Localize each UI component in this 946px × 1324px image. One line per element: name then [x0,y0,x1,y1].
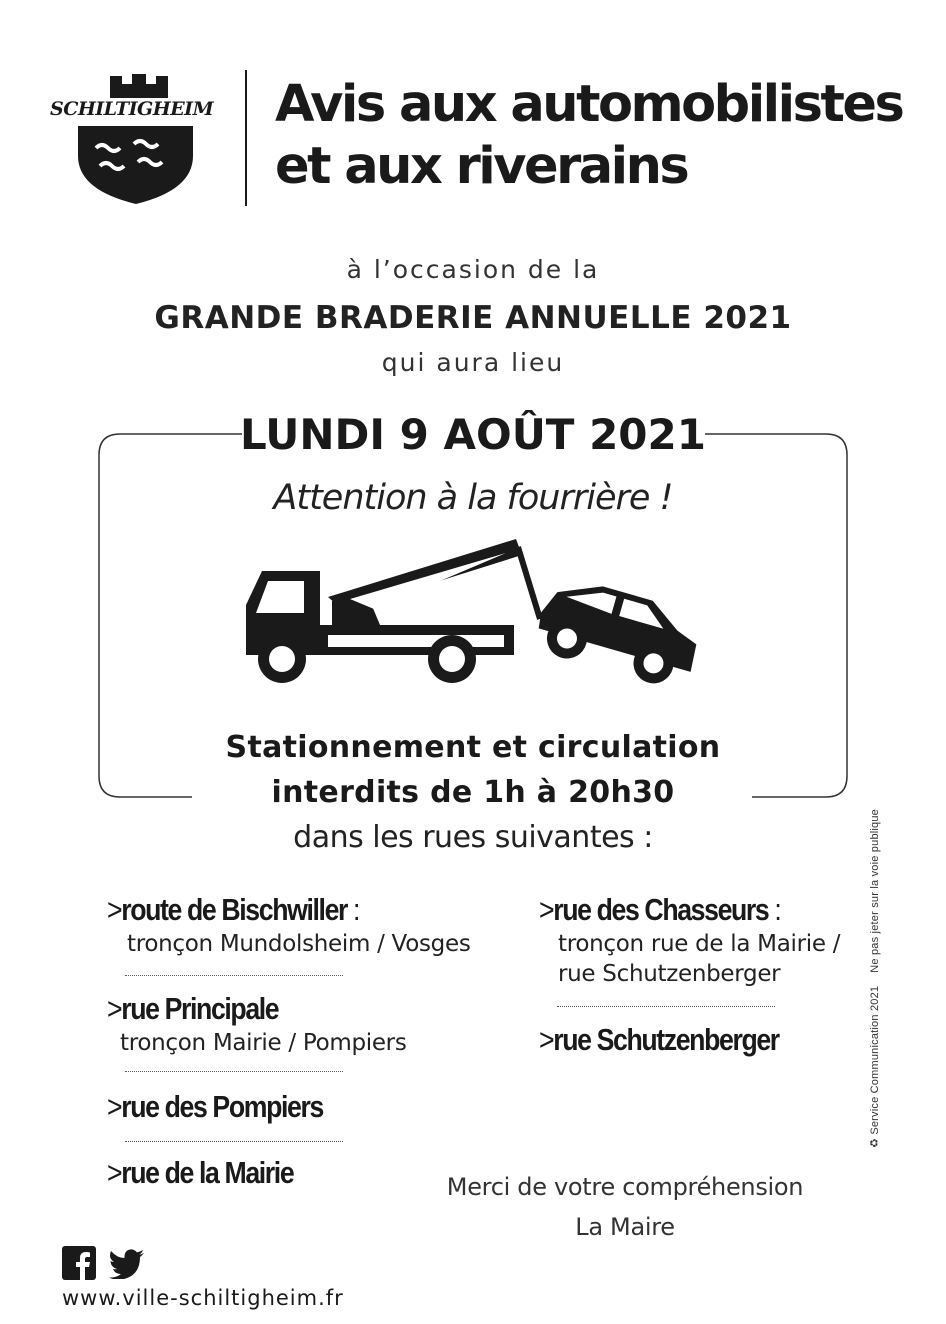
street-rue-principale: >rue Principale [107,991,279,1026]
dotted-separator [125,975,343,976]
street-rue-de-la-mairie: >rue de la Mairie [107,1155,294,1190]
intro-lieu: qui aura lieu [381,348,565,377]
ban-line-2: interdits de 1h à 20h30 [271,775,675,810]
social-icons [62,1246,145,1280]
title-line-2: et aux riverains [275,137,688,196]
thanks-message: Merci de votre compréhension [446,1173,804,1201]
recycle-icon: ♻ [869,1137,881,1148]
dotted-separator [125,1141,343,1142]
tow-truck-icon [240,535,710,695]
intro-occasion: à l’occasion de la [346,255,600,284]
signature: La Maire [575,1213,675,1241]
event-name: GRANDE BRADERIE ANNUELLE 2021 [154,300,792,336]
tow-warning: Attention à la fourrière ! [273,478,673,518]
street-rue-des-pompiers: >rue des Pompiers [107,1089,323,1124]
dotted-separator [125,1071,343,1072]
street-rue-schutzenberger: >rue Schutzenberger [539,1022,779,1057]
twitter-icon[interactable] [109,1249,145,1279]
dotted-separator [557,1006,775,1007]
street-section-line-2: rue Schutzenberger [558,961,781,987]
facebook-icon[interactable] [62,1246,96,1280]
street-section-line-1: tronçon rue de la Mairie / [558,931,841,957]
side-note: ♻ Service Communication 2021 Ne pas jeter sur la voie publique [869,809,881,1148]
street-section: tronçon Mundolsheim / Vosges [127,931,471,957]
street-rue-des-chasseurs: >rue des Chasseurs : [539,892,781,927]
street-section: tronçon Mairie / Pompiers [120,1030,407,1056]
title-line-1: Avis aux automobilistes [275,75,903,134]
streets-intro: dans les rues suivantes : [293,820,653,855]
street-route-de-bischwiller: >route de Bischwiller : [107,892,360,927]
event-date: LUNDI 9 AOÛT 2021 [240,410,706,459]
website-url[interactable]: www.ville-schiltigheim.fr [62,1286,344,1310]
ban-line-1: Stationnement et circulation [225,730,721,765]
logo-wordmark: SCHILTIGHEIM [50,98,214,120]
